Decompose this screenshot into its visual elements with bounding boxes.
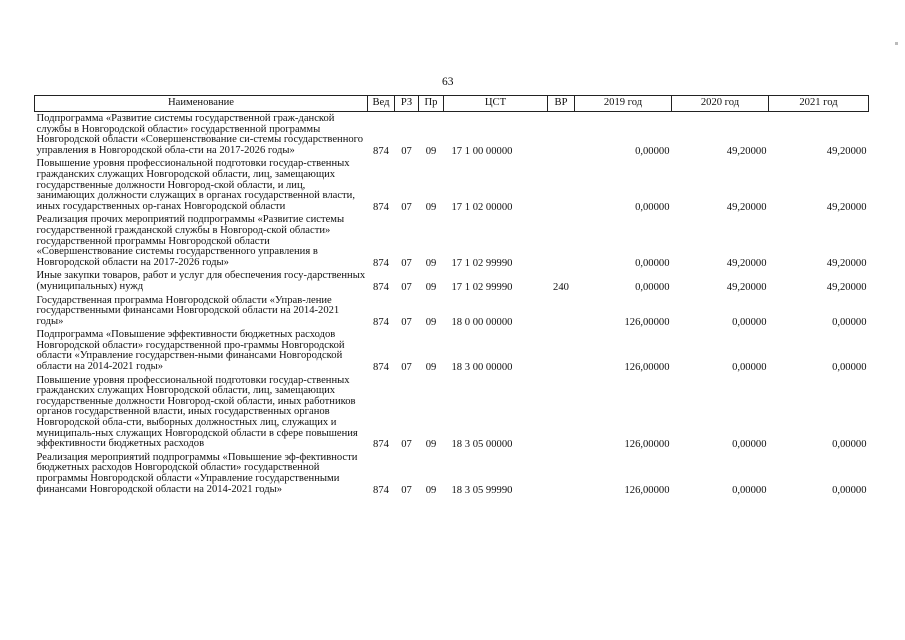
row-2019: 126,00000 [624, 484, 670, 496]
row-ved: 874 [373, 257, 389, 269]
row-2020: 49,20000 [726, 201, 767, 213]
scan-speck [895, 42, 898, 45]
header-2020: 2020 год [672, 96, 769, 112]
row-2021: 0,00000 [832, 439, 867, 451]
row-2019: 126,00000 [624, 362, 670, 374]
row-pr: 09 [425, 257, 437, 269]
row-2020: 49,20000 [726, 257, 767, 269]
row-pr: 09 [425, 145, 437, 157]
table-row [35, 213, 869, 269]
row-vr [548, 112, 575, 158]
table-header-row [35, 96, 869, 112]
row-2020: 0,00000 [732, 484, 767, 496]
row-2021: 0,00000 [832, 316, 867, 328]
row-ved: 874 [373, 484, 389, 496]
row-rz: 07 [401, 484, 412, 496]
row-2020: 49,20000 [726, 281, 767, 293]
row-2021: 49,20000 [826, 281, 867, 293]
row-2019: 0,00000 [635, 281, 670, 293]
row-ved: 874 [373, 316, 389, 328]
row-rz: 07 [401, 201, 412, 213]
table-row [35, 328, 869, 373]
row-name: Повышение уровня профессиональной подготовки государ-ственных гражданских служащих Новгородской области, лиц, замещающих государственные должности Новгород-ской области, иных работников органов государственной власти, иных государственных органов Новгородской обла-сти, выборных должностных лиц, служащих и муниципаль-ных служащих Новгородской области в сфере повышения эффективности бюджетных расходов [36, 374, 358, 450]
row-2020: 49,20000 [726, 145, 767, 157]
table-row [35, 451, 869, 496]
row-vr [548, 213, 575, 269]
header-pr: Пр [419, 96, 444, 112]
row-name: Государственная программа Новгородской области «Управ-ление государственными финансами Новгородской области на 2014-2021 годы» [36, 294, 340, 327]
row-name: Иные закупки товаров, работ и услуг для обеспечения госу-дарственных (муниципальных) нужд [36, 270, 366, 292]
row-ved: 874 [373, 281, 389, 293]
row-ved: 874 [373, 145, 389, 157]
table-row [35, 294, 869, 329]
row-2019: 0,00000 [635, 201, 670, 213]
table-row [35, 112, 869, 158]
row-rz: 07 [401, 362, 412, 374]
row-cst: 18 3 00 00000 [451, 362, 513, 374]
row-vr [548, 328, 575, 373]
row-cst: 18 0 00 00000 [451, 316, 513, 328]
table-row [35, 374, 869, 451]
row-2020: 0,00000 [732, 439, 767, 451]
row-name: Реализация мероприятий подпрограммы «Повышение эф-фективности бюджетных расходов Новгородской области» государственной программы Новгородской области «Управление государственными финансами Новгородской области на 2014-2021 годы» [36, 451, 358, 495]
row-rz: 07 [401, 439, 412, 451]
budget-table [34, 95, 869, 496]
row-cst: 18 3 05 99990 [451, 484, 513, 496]
row-rz: 07 [401, 145, 412, 157]
header-vr: ВР [548, 96, 575, 112]
row-2021: 0,00000 [832, 362, 867, 374]
row-pr: 09 [425, 316, 437, 328]
row-vr: 240 [553, 281, 569, 293]
row-name: Повышение уровня профессиональной подготовки государ-ственных гражданских служащих Новгородской области, лиц, замещающих государственные должности Новгород-ской области, и лиц, занимающих должности служащих в органах государственной власти, иных государственных ор-ганах Новгородской области [36, 158, 355, 212]
table-row [35, 269, 869, 293]
row-cst: 17 1 02 00000 [451, 201, 513, 213]
table-body [35, 112, 869, 497]
row-vr [548, 157, 575, 213]
header-ved: Вед [368, 96, 395, 112]
header-name: Наименование [35, 96, 368, 112]
row-pr: 09 [425, 201, 437, 213]
row-pr: 09 [425, 439, 437, 451]
row-2021: 49,20000 [826, 257, 867, 269]
row-name: Реализация прочих мероприятий подпрограммы «Развитие системы государственной гражданской службы в Новгород-ской области» государственной программы Новгородской области «Совершенствование системы государственного управления в Новгородской области на 2017-2026 годы» [36, 214, 345, 268]
header-2021: 2021 год [769, 96, 869, 112]
row-rz: 07 [401, 257, 412, 269]
row-2019: 0,00000 [635, 257, 670, 269]
row-cst: 17 1 00 00000 [451, 145, 513, 157]
row-vr [548, 294, 575, 329]
row-2021: 49,20000 [826, 201, 867, 213]
row-rz: 07 [401, 281, 412, 293]
row-vr [548, 451, 575, 496]
row-2019: 0,00000 [635, 145, 670, 157]
row-name: Подпрограмма «Повышение эффективности бюджетных расходов Новгородской области» государственной про-граммы Новгородской области «Управление государствен-ными финансами Новгородской области на 2014-2021 годы» [36, 329, 345, 373]
row-2019: 126,00000 [624, 316, 670, 328]
row-2019: 126,00000 [624, 439, 670, 451]
row-ved: 874 [373, 362, 389, 374]
row-pr: 09 [425, 281, 437, 293]
row-name: Подпрограмма «Развитие системы государственной граж-данской службы в Новгородской области» государственной программы Новгородской области «Совершенствование си-стемы государственного управления в Новгородской обла-сти на 2017-2026 годы» [36, 113, 364, 156]
row-ved: 874 [373, 201, 389, 213]
header-cst: ЦСТ [444, 96, 548, 112]
row-cst: 17 1 02 99990 [451, 257, 513, 269]
row-2020: 0,00000 [732, 316, 767, 328]
table-row [35, 157, 869, 213]
row-pr: 09 [425, 484, 437, 496]
row-cst: 17 1 02 99990 [451, 281, 513, 293]
row-2021: 0,00000 [832, 484, 867, 496]
row-2021: 49,20000 [826, 145, 867, 157]
row-cst: 18 3 05 00000 [451, 439, 513, 451]
row-pr: 09 [425, 362, 437, 374]
row-ved: 874 [373, 439, 389, 451]
page-number: 63 [442, 76, 454, 88]
header-rz: РЗ [395, 96, 419, 112]
row-vr [548, 374, 575, 451]
row-rz: 07 [401, 316, 412, 328]
header-2019: 2019 год [575, 96, 672, 112]
row-2020: 0,00000 [732, 362, 767, 374]
